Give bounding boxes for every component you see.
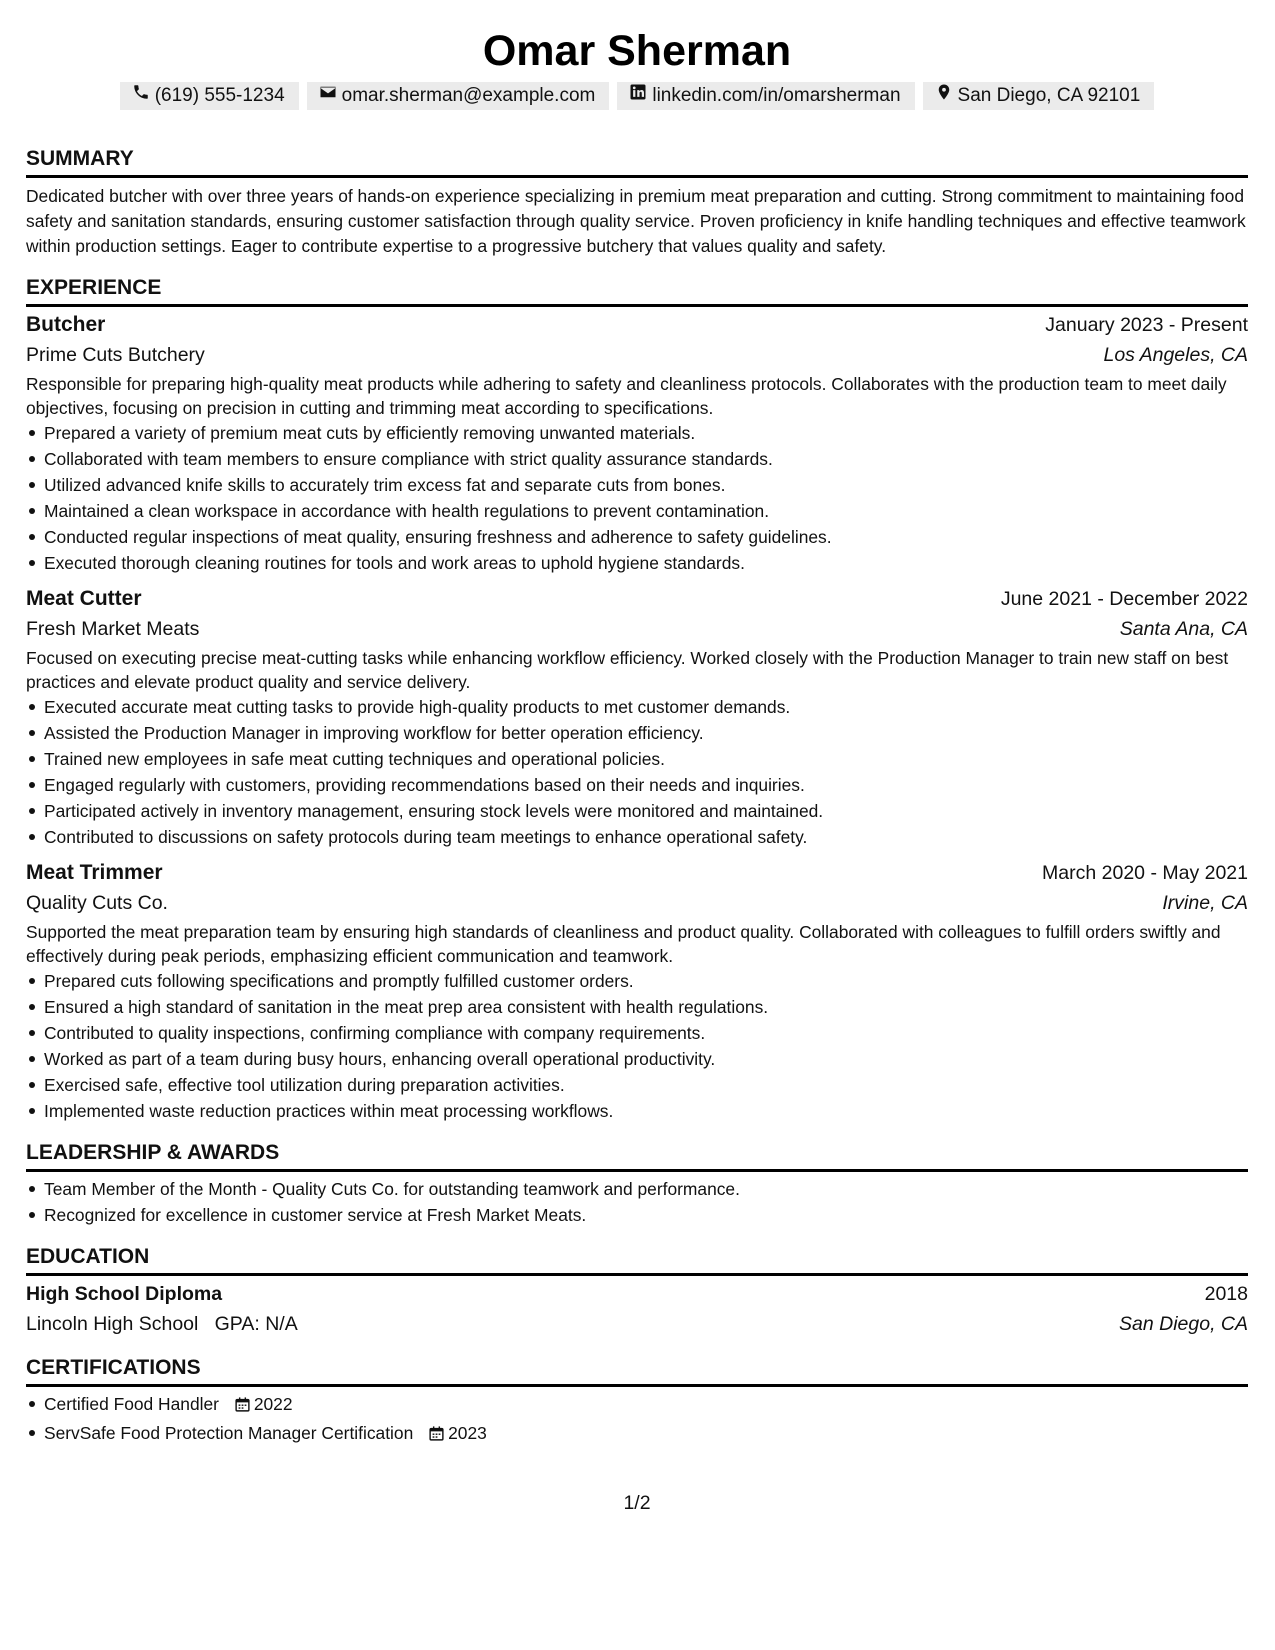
job-entry [26, 858, 1248, 1124]
certification-year: 2023 [448, 1423, 487, 1443]
map-pin-icon [935, 82, 953, 110]
list-item: Recognized for excellence in customer service at Fresh Market Meats. [44, 1202, 1248, 1228]
list-item: Exercised safe, effective tool utilization during preparation activities. [44, 1072, 1248, 1098]
job-location: Santa Ana, CA [1119, 618, 1248, 640]
job-description: Supported the meat preparation team by ensuring high standards of cleanliness and product quality. Collaborated with colleagues to fulfill orders swiftly and effectively during peak periods, emphasizing efficient communication and teamwork. [26, 922, 1221, 966]
list-item: Maintained a clean workspace in accordance with health regulations to prevent contamination. [44, 498, 1248, 524]
location-text: San Diego, CA 92101 [957, 85, 1141, 106]
list-item: Team Member of the Month - Quality Cuts Co. for outstanding teamwork and performance. [44, 1176, 1248, 1202]
education-section [26, 1242, 1248, 1339]
list-item: Worked as part of a team during busy hours, enhancing overall operational productivity. [44, 1046, 1248, 1072]
job-company: Quality Cuts Co. [26, 892, 168, 914]
list-item: Executed accurate meat cutting tasks to provide high-quality products to met customer demands. [44, 694, 1248, 720]
list-item [44, 1420, 1248, 1449]
job-company: Fresh Market Meats [26, 618, 200, 640]
certification-name: ServSafe Food Protection Manager Certification [44, 1423, 414, 1443]
job-company: Prime Cuts Butchery [26, 344, 205, 366]
list-item: Contributed to quality inspections, confirming compliance with company requirements. [44, 1020, 1248, 1046]
section-title-certifications: CERTIFICATIONS [26, 1353, 1248, 1387]
job-entry [26, 310, 1248, 576]
summary-section [26, 144, 1248, 259]
job-location: Los Angeles, CA [1103, 344, 1248, 366]
gpa: GPA: N/A [214, 1313, 298, 1335]
contact-phone[interactable] [120, 82, 299, 110]
contact-bar [26, 82, 1248, 110]
job-bullets [26, 968, 1248, 1124]
job-title: Meat Cutter [26, 587, 142, 610]
school-line [26, 1309, 298, 1339]
job-description: Responsible for preparing high-quality meat products while adhering to safety and cleanliness protocols. Collaborates with the production team to meet daily objectives, focusing on precision in cutting and trimming meat according to specifications. [26, 374, 1227, 418]
list-item: Engaged regularly with customers, providing recommendations based on their needs and inquiries. [44, 772, 1248, 798]
job-dates: March 2020 - May 2021 [1042, 862, 1248, 884]
page-number: 1/2 [623, 1492, 651, 1514]
awards-list [26, 1176, 1248, 1228]
school-location: San Diego, CA [1119, 1313, 1248, 1335]
job-dates: June 2021 - December 2022 [1000, 588, 1248, 610]
linkedin-text: linkedin.com/in/omarsherman [652, 85, 901, 106]
list-item: Implemented waste reduction practices within meat processing workflows. [44, 1098, 1248, 1124]
list-item: Executed thorough cleaning routines for tools and work areas to uphold hygiene standards. [44, 550, 1248, 576]
list-item: Ensured a high standard of sanitation in the meat prep area consistent with health regulations. [44, 994, 1248, 1020]
phone-icon [132, 82, 150, 110]
email-text: omar.sherman@example.com [341, 85, 596, 106]
list-item: Prepared cuts following specifications and promptly fulfilled customer orders. [44, 968, 1248, 994]
job-description: Focused on executing precise meat-cutting tasks while enhancing workflow efficiency. Worked closely with the Production Manager to train new staff on best practices and elevate product quality and service delivery. [26, 648, 1229, 692]
graduation-year: 2018 [1204, 1283, 1248, 1305]
school-name: Lincoln High School [26, 1313, 199, 1335]
degree: High School Diploma [26, 1283, 223, 1305]
envelope-icon [319, 82, 337, 110]
job-bullets [26, 420, 1248, 576]
job-dates: January 2023 - Present [1045, 314, 1248, 336]
certification-name: Certified Food Handler [44, 1394, 219, 1414]
linkedin-icon [629, 82, 647, 110]
job-title: Meat Trimmer [26, 861, 163, 884]
certifications-list [26, 1391, 1248, 1449]
candidate-name: Omar Sherman [482, 27, 792, 75]
experience-section [26, 273, 1248, 1124]
job-entry [26, 584, 1248, 850]
calendar-icon [234, 1394, 251, 1420]
list-item: Collaborated with team members to ensure compliance with strict quality assurance standards. [44, 446, 1248, 472]
section-title-summary: SUMMARY [26, 144, 1248, 178]
section-title-leadership: LEADERSHIP & AWARDS [26, 1138, 1248, 1172]
contact-email[interactable] [307, 82, 610, 110]
section-title-experience: EXPERIENCE [26, 273, 1248, 307]
resume-page [26, 0, 1248, 1514]
job-bullets [26, 694, 1248, 850]
list-item: Assisted the Production Manager in improving workflow for better operation efficiency. [44, 720, 1248, 746]
list-item: Contributed to discussions on safety protocols during team meetings to enhance operational safety. [44, 824, 1248, 850]
job-title: Butcher [26, 313, 106, 336]
list-item: Trained new employees in safe meat cutting techniques and operational policies. [44, 746, 1248, 772]
contact-linkedin[interactable] [617, 82, 914, 110]
section-title-education: EDUCATION [26, 1242, 1248, 1276]
list-item: Participated actively in inventory management, ensuring stock levels were monitored and maintained. [44, 798, 1248, 824]
phone-text: (619) 555-1234 [154, 85, 285, 106]
calendar-icon [428, 1423, 445, 1449]
certification-year: 2022 [253, 1394, 293, 1414]
list-item: Conducted regular inspections of meat quality, ensuring freshness and adherence to safety guidelines. [44, 524, 1248, 550]
summary-text: Dedicated butcher with over three years of hands-on experience specializing in premium meat preparation and cutting. Strong commitment to maintaining food safety and sanitation standards, ensuring customer satisfaction through quality service. Proven proficiency in knife handling techniques and effective teamwork within production settings. Eager to contribute expertise to a progressive butchery that values quality and safety. [26, 186, 1246, 256]
job-location: Irvine, CA [1162, 892, 1248, 914]
certifications-section [26, 1353, 1248, 1449]
contact-location [923, 82, 1155, 110]
list-item [44, 1391, 1248, 1420]
list-item: Utilized advanced knife skills to accurately trim excess fat and separate cuts from bones. [44, 472, 1248, 498]
list-item: Prepared a variety of premium meat cuts by efficiently removing unwanted materials. [44, 420, 1248, 446]
leadership-section [26, 1138, 1248, 1228]
